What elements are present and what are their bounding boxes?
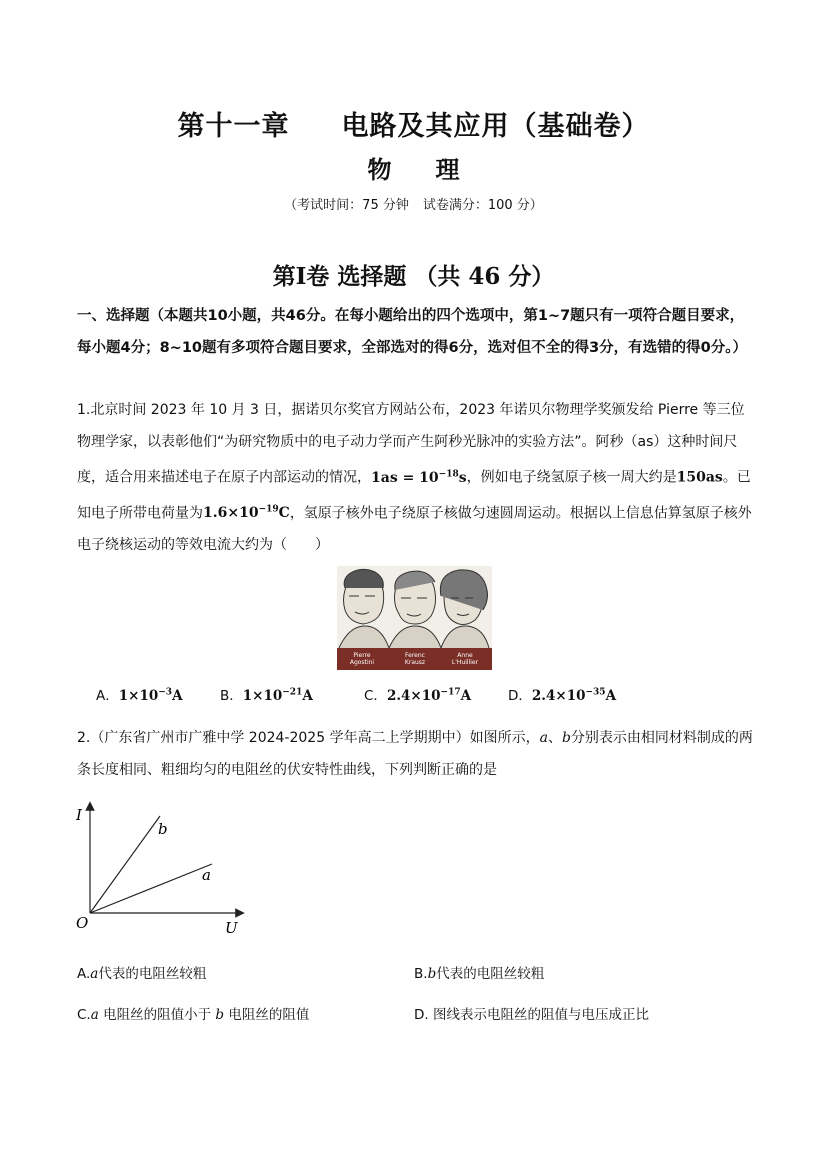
q1-option-c[interactable]: [364, 684, 471, 704]
option-label: A．: [96, 688, 119, 704]
y-axis-label: I: [76, 806, 82, 824]
option-var: b: [427, 966, 437, 982]
option-label: A.: [77, 966, 91, 982]
q1-math-charge-exp: −19: [258, 504, 279, 515]
option-base: 2.4×10: [531, 688, 586, 704]
portrait-1: [339, 569, 389, 648]
q2-sep: 、: [547, 730, 562, 746]
laureate-name-1: Pierre Agostini: [349, 652, 375, 666]
chapter-title: [0, 104, 827, 143]
option-label: B．: [220, 688, 243, 704]
option-exp: −17: [440, 687, 461, 698]
q1-text-4: ，氢原子核外电子绕原子核做匀速圆周运动。根据以上信息估算氢原子核外电子绕核运动的等效电流大约为（ ）: [77, 505, 752, 554]
section-title: 第Ⅰ卷 选择题 （共 46 分）: [272, 263, 555, 290]
option-exp: −21: [282, 687, 303, 698]
q2-option-d[interactable]: D. 图线表示电阻丝的阻值与电压成正比: [414, 1007, 649, 1023]
q1-text-1: 1.北京时间 2023 年 10 月 3 日，据诺贝尔奖官方网站公布，2023 年诺贝尔物理学奖颁发给 Pierre 等三位物理学家，以表彰他们“为研究物质中的电子动力学而产生阿秒光脉冲的实验方法”。阿秒（as）这种时间尺度，适合用来描述电子在原子内部运动的情况，: [77, 402, 745, 486]
laureates-portrait-illustration: [337, 566, 492, 670]
option-text: 代表的电阻丝较粗: [98, 966, 207, 982]
option-text: 电阻丝的阻值: [224, 1007, 310, 1023]
option-label: C．: [364, 688, 387, 704]
question-2: [77, 722, 753, 786]
nobel-laureates-image: [337, 566, 492, 670]
option-text: 代表的电阻丝较粗: [436, 966, 545, 982]
laureate-name-3: Anne L'Huillier: [451, 652, 479, 666]
option-base: 1×10: [242, 688, 283, 704]
q1-option-a[interactable]: [96, 684, 183, 704]
subject-title: [0, 150, 827, 185]
portrait-3: [440, 570, 489, 648]
question-1: [77, 394, 753, 561]
option-base: 1×10: [118, 688, 159, 704]
subject-char-2: 理: [435, 155, 460, 184]
q2-var-a: a: [539, 730, 548, 746]
option-label: B.: [414, 966, 428, 982]
q1-text-2: ，例如电子绕氢原子核一周大约是: [466, 469, 677, 486]
q1-math-as-exp: −18: [438, 469, 459, 479]
q2-text-2: 分别表示由相同材料制成的两条长度相同、粗细均匀的电阻丝的伏安特性曲线，下列判断正确的是: [77, 730, 753, 778]
x-axis-label: U: [225, 919, 238, 937]
option-unit: A: [172, 688, 183, 704]
option-label: D．: [508, 688, 532, 704]
option-math: [532, 688, 616, 704]
origin-label: O: [76, 914, 89, 932]
option-exp: −3: [158, 687, 173, 698]
q1-math-charge: [203, 505, 290, 521]
option-exp: −35: [585, 687, 606, 698]
q1-math-as-base: 1as = 10: [371, 469, 439, 486]
exam-meta: [0, 194, 827, 213]
exam-score: 试卷满分：100 分）: [422, 198, 543, 213]
option-base: 2.4×10: [386, 688, 441, 704]
iu-characteristic-graph: [72, 800, 252, 940]
option-unit: A: [302, 688, 313, 704]
option-text: 电阻丝的阻值小于: [98, 1007, 216, 1023]
option-unit: A: [460, 688, 472, 704]
chapter-number: 第十一章: [177, 111, 290, 142]
line-a-label: a: [202, 866, 211, 884]
q2-text-1: 2.（广东省广州市广雅中学 2024-2025 学年高二上学期期中）如图所示，: [77, 730, 540, 746]
option-unit: A: [605, 688, 617, 704]
q1-option-d[interactable]: [508, 684, 616, 704]
q1-text-3: 。已知电子所带电荷量为: [77, 469, 751, 522]
subject-char-1: 物: [367, 155, 392, 184]
q1-math-as: [371, 470, 467, 486]
q1-math-charge-base: 1.6×10: [203, 505, 259, 522]
option-label: C.: [77, 1007, 91, 1023]
q2-option-a[interactable]: [77, 962, 206, 982]
option-math: [243, 688, 313, 704]
q2-option-b[interactable]: [414, 962, 544, 982]
q2-var-b: b: [561, 730, 571, 746]
exam-time: （考试时间：75 分钟: [284, 198, 409, 213]
option-var: b: [215, 1007, 225, 1023]
q1-option-b[interactable]: [220, 684, 313, 704]
section-instructions: 一、选择题（本题共10小题，共46分。在每小题给出的四个选项中，第1~7题只有一项符合题目要求，每小题4分；8~10题有多项符合题目要求，全部选对的得6分，选对但不全的得3分，有选错的得0分。）: [77, 308, 748, 356]
option-math: [119, 688, 183, 704]
q1-math-period: 150as: [676, 469, 723, 486]
laureate-name-2: Ferenc Krausz: [404, 652, 426, 666]
iu-graph-svg: [72, 800, 252, 940]
line-b-label: b: [158, 820, 168, 838]
q1-math-as-unit: s: [458, 469, 467, 486]
q2-option-c[interactable]: [77, 1003, 309, 1023]
option-var: a: [90, 1007, 99, 1023]
chapter-name: 电路及其应用（基础卷）: [341, 111, 650, 142]
option-var: a: [90, 966, 99, 982]
q1-math-charge-unit: C: [278, 505, 290, 522]
option-math: [387, 688, 471, 704]
